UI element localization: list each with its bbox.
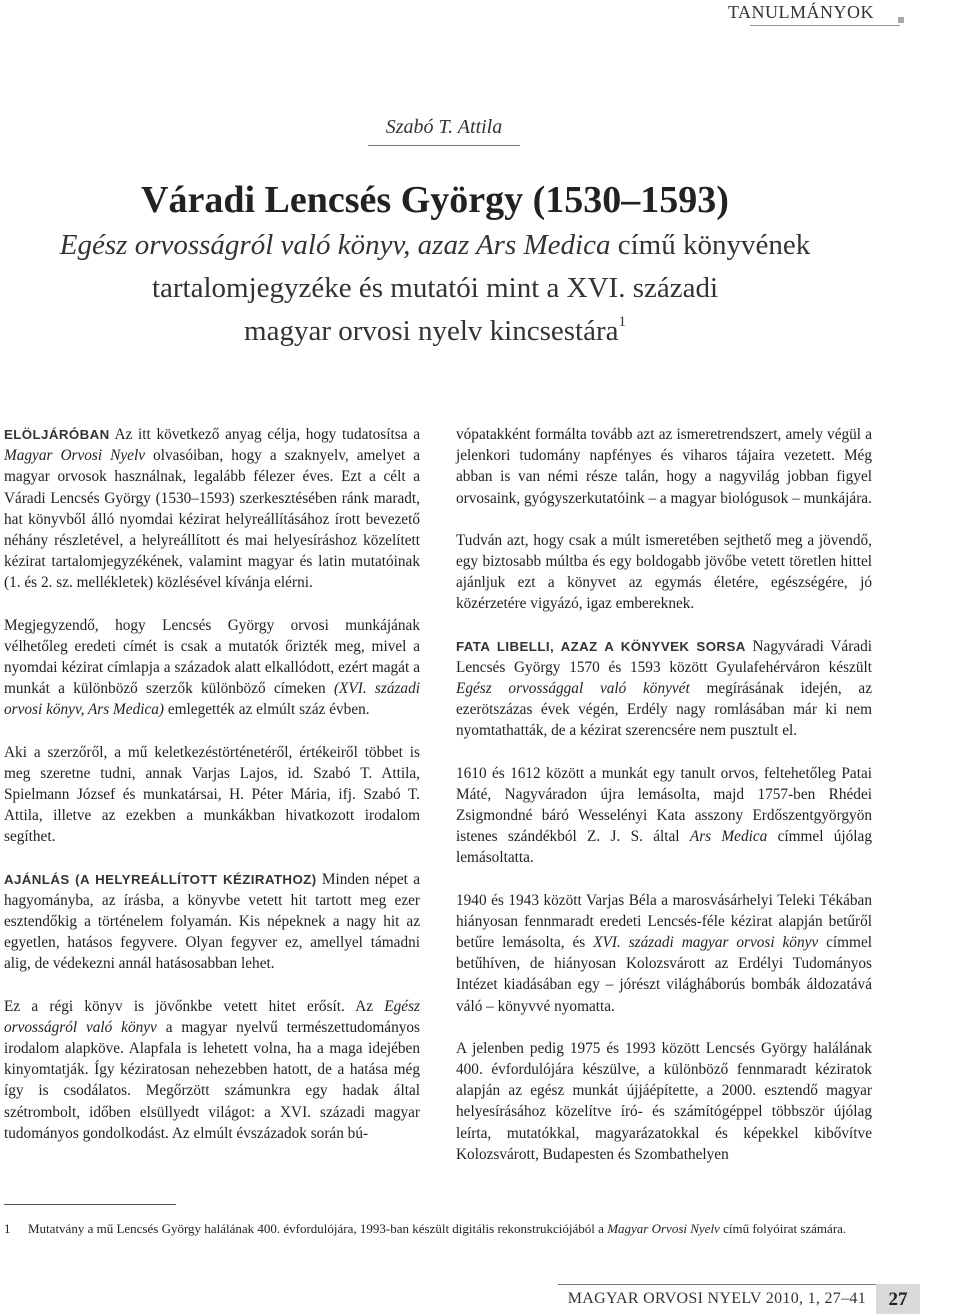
paragraph-1610 (456, 763, 872, 869)
paragraph-aki: Aki a szerzőről, a mű keletkezéstörténetéről, értékeiről többet is meg szeretne tudni, annak Varjas Lajos, id. Szabó T. Attila, Spielmann József és munkatársai, H. Péter Mária, ifj. Szabó T. Attila, illetve az ezekben a munkákban hivatkozott irodalom segíthet. (4, 743, 420, 846)
paragraph-regi-konyv (4, 996, 420, 1144)
paragraph-text: olvasóiban, hogy a szaknyelv, amelyet a magyar orvosok használnak, legalább félezer éves. Ezt a célt a Váradi Lencsés György (1530–1593) szerkesztésében ránk maradt, hat könyvből álló nyomdai kézirat helyreállításához írott bevezető néhány részletével, a helyreállított és mai helyesíráshoz közelített kézirat tartalomjegyzékének, valamint magyar és latin mutatóinak (1. és 2. sz. mellékletek) közlésével kívánja elérni. (4, 447, 420, 592)
article-title: Váradi Lencsés György (1530–1593) (141, 179, 729, 221)
header-square-decoration (898, 17, 904, 23)
paragraph-text: címmel betűhíven, de hiányosan Kolozsvárott az Erdélyi Tudományos Intézet kiadásában egy – jórészt világháborús bombák áldozatává váló – könyvvé nyomatta. (456, 934, 872, 1015)
left-column (4, 424, 420, 1165)
right-column (456, 424, 872, 1186)
page-number: 27 (876, 1284, 920, 1314)
subtitle-text: című könyvének (610, 229, 811, 261)
paragraph-text: címmel újólag lemásoltatta. (456, 828, 872, 867)
footnote (4, 1220, 884, 1238)
title-block (0, 176, 870, 353)
section-heading: AJÁNLÁS (A HELYREÁLLÍTOTT KÉZIRATHOZ) (4, 871, 317, 887)
footnote-text: Mutatvány a mű Lencsés György halálának 400. évfordulójára, 1993-ban készült digitális rekonstrukciójából a (28, 1221, 608, 1236)
footnote-number: 1 (4, 1221, 11, 1236)
section-heading: ELÖLJÁRÓBAN (4, 427, 110, 442)
italic-text: (XVI. századi orvosi könyv, Ars Medica) (4, 680, 420, 719)
header-rule (750, 25, 900, 26)
paragraph-text: Megjegyzendő, hogy Lencsés György orvosi munkájának vélhetőleg eredeti címét is csak a mutatók őrizték meg, mivel a nyomdai kézirat címlapja a századok alatt elkallódott, ezért magát a munkát a különböző szerzők különböző címeken (4, 616, 420, 698)
footnote-rule (4, 1204, 176, 1205)
paragraph-tudvan: Tudván azt, hogy csak a múlt ismeretében sejthető meg a jövendő, egy biztosabb múltba és egy boldogabb jövőbe vetett töretlen hittel ajánljuk ezt a könyvet az egymás életére, egészségére, jó közérzetére vigyázó, igaz embereknek. (456, 531, 872, 613)
footnote-text: című folyóirat számára. (719, 1221, 847, 1236)
page-footer (558, 1284, 920, 1314)
subtitle-line-3: magyar orvosi nyelv kincsestára (244, 315, 619, 347)
paragraph-text: 1610 és 1612 között a munkát egy tanult orvos, feltehetőleg Patai Máté, Nagyváradon újra lemásolta, majd 1757-ben Rhédei Zsigmondné báró Wesselényi Kata asszony Erdőszentgyörgyön istenes szándékból Z. J. S. által (456, 764, 872, 846)
article-subtitle (0, 224, 870, 353)
italic-text: Ars Medica (689, 828, 768, 846)
journal-citation: MAGYAR ORVOSI NYELV 2010, 1, 27–41 (558, 1284, 876, 1314)
paragraph-text: Ez a régi könyv is jövőnkbe vetett hitet erősít. Az (4, 997, 385, 1015)
paragraph-text: Nagyváradi Váradi Lencsés György 1570 és 1593 között Gyulafehérváron készült (456, 637, 873, 676)
section-heading: FATA LIBELLI, AZAZ A KÖNYVEK SORSA (456, 638, 746, 654)
journal-name-italic: Magyar Orvosi Nyelv (4, 447, 145, 465)
paragraph-fata-libelli (456, 636, 872, 742)
paragraph-text: Minden népet a hagyományba, az írásba, a könyvbe vetett hit tartott meg ezer esztendőkig a történelem folyamán. Kis népeknek a nagy hit az egyetlen, hatásos fegyvere. Olyan fegyver ez, amellyel támadni alig, de védekezni annál hatásosabban lehet. (4, 870, 420, 973)
paragraph-text: a magyar nyelvű természettudományos irodalom alapköve. Alapfala is lehetett volna, ha a maga idejében kinyomtatják. Így kéziratosan nehezebben hatott, de a hatása még így is csodálatos. Megőrzött számunkra egy hadak által szétrombolt, időben elsüllyedt világot: a XVI. századi magyar tudományos gondolkodást. Az elmúlt évszázadok során bú- (4, 1018, 420, 1142)
paragraph-text: Az itt következő anyag célja, hogy tudatosítsa a (109, 426, 420, 443)
section-label: TANULMÁNYOK (727, 2, 874, 22)
paragraph-text: 1940 és 1943 között Varjas Béla a marosvásárhelyi Teleki Tékában hiányosan fennmaradt eredeti Lencsés-féle kézirat alapján betűről betűre lemásolta, és (456, 891, 872, 952)
paragraph-eloljaroban (4, 424, 420, 594)
paragraph-vopatak: vópatakként formálta tovább azt az ismeretrendszert, amely végül a jelenkori tudomány napfényes és viharos tájaira vezetett. Még abban is van némi része talán, hogy a nagyvilág jobban figyel orvosaink, gyógyszerkutatóink – a magyar biológusok – munkájára. (456, 426, 872, 507)
author-name: Szabó T. Attila (368, 116, 520, 146)
paragraph-1940 (456, 890, 872, 1017)
paragraph-ajanlas (4, 869, 420, 975)
paragraph-text: megírásának idején, az ezerötszázas évek végén, Erdély nagy romlásában már ki nem nyomtathatták, de a kézirat szerencsére nem pusztult el. (456, 680, 872, 740)
paragraph-megjegyzendo (4, 615, 420, 721)
italic-text: Egész orvossággal való könyvét (456, 680, 690, 698)
italic-text: XVI. századi magyar orvosi könyv (593, 934, 819, 952)
footnote-reference[interactable]: 1 (618, 314, 626, 330)
paragraph-jelenben: A jelenben pedig 1975 és 1993 között Lencsés György halálának 400. évfordulójára készülve, a különböző fennmaradt kéziratok alapján az egész munkát újjáépítette, a 2000. esztendő magyar helyesírásához közelítve író- és számítógéppel többször újólag leírta, mutatókkal, magyarázatokkal és képekkel kibővítve Kolozsvárott, Budapesten és Szombathelyen (456, 1039, 872, 1163)
footnote-italic: Magyar Orvosi Nyelv (607, 1221, 720, 1236)
paragraph-text: emlegették az elmúlt száz évben. (164, 701, 370, 719)
subtitle-italic: Egész orvosságról való könyv, azaz Ars Medica (59, 229, 611, 261)
subtitle-line-2: tartalomjegyzéke és mutatói mint a XVI. századi (151, 272, 719, 304)
italic-text: Egész orvosságról való könyv (4, 997, 420, 1036)
